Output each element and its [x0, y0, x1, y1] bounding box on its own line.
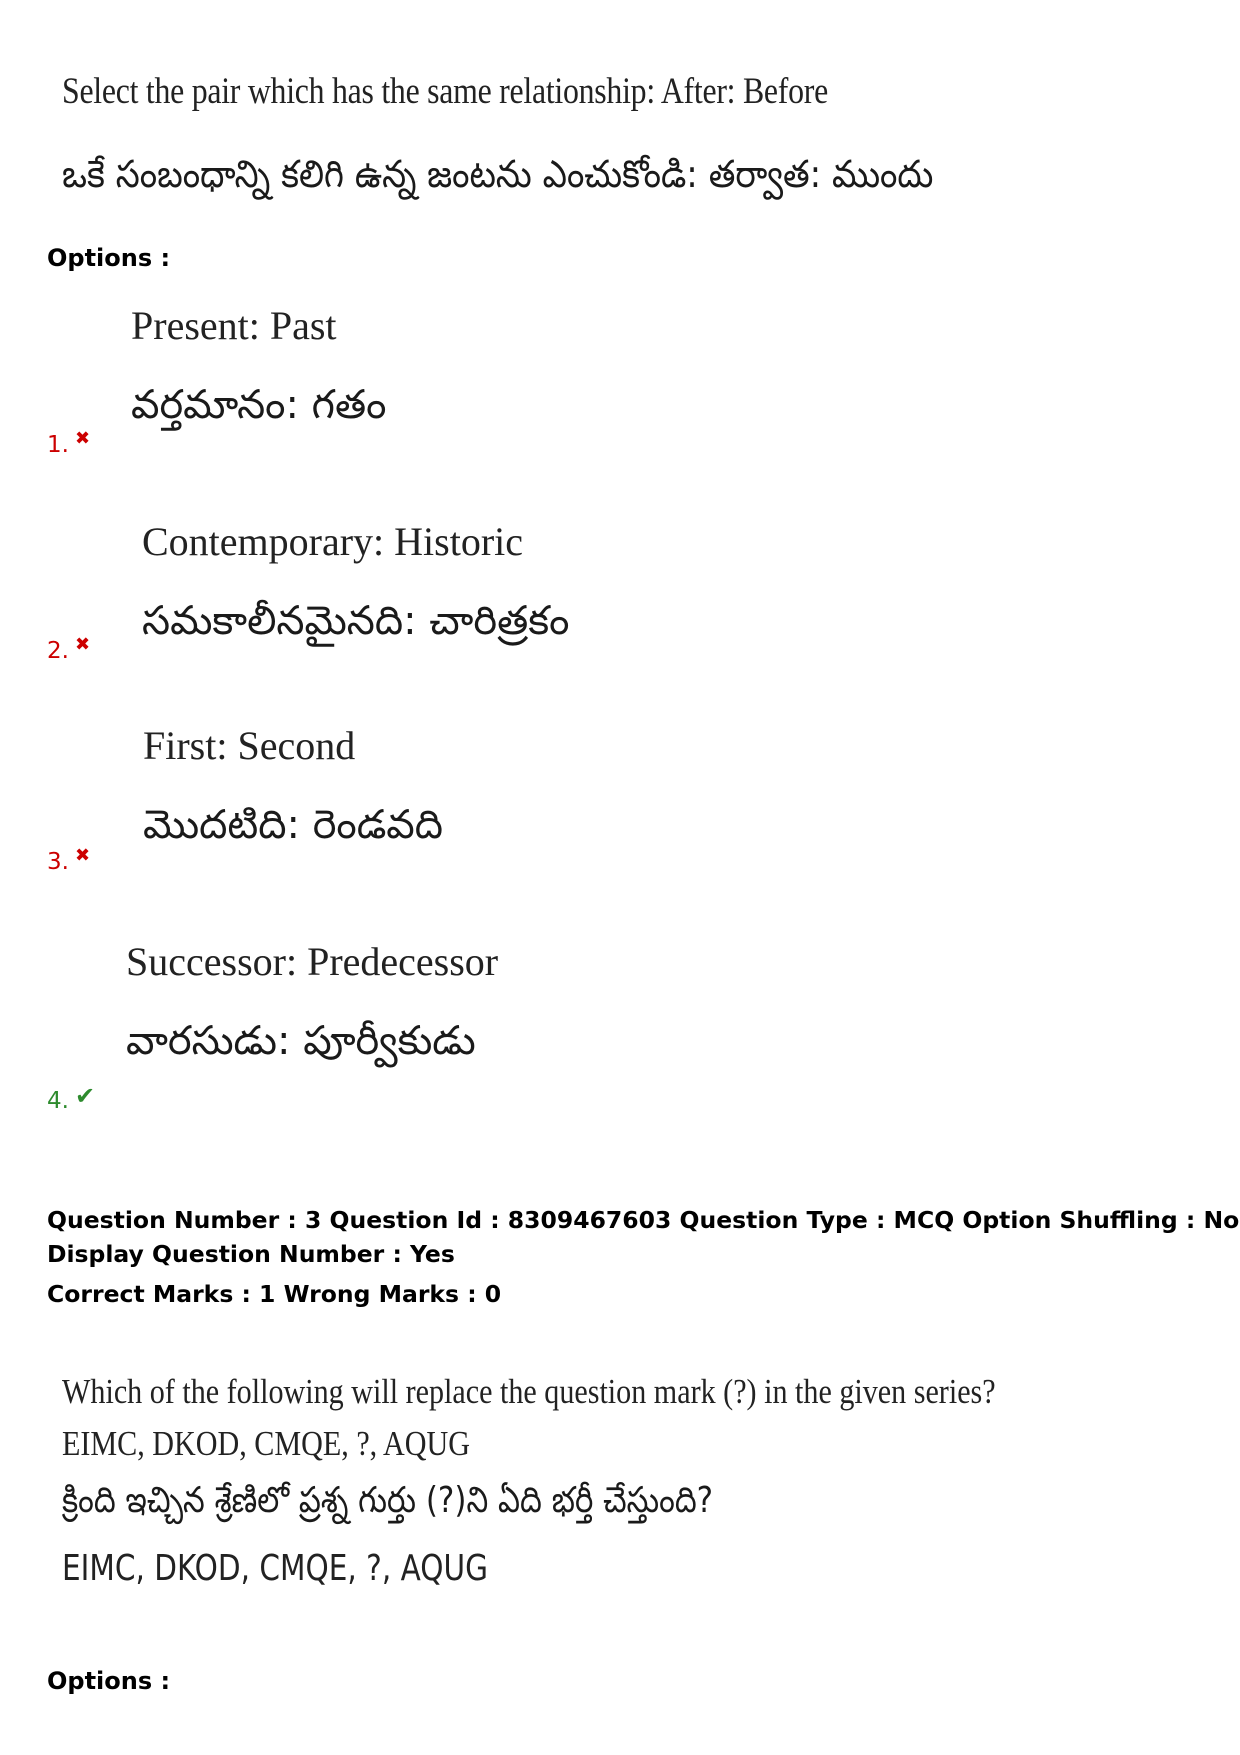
cross-icon: ✖ [74, 634, 91, 655]
options-label-q3: Options : [47, 1667, 171, 1695]
option-4-number: 4. [47, 1088, 69, 1114]
option-1-number: 1. [47, 432, 69, 458]
option-2-telugu: సమకాలీనమైనది: చారిత్రకం [142, 598, 570, 644]
cross-icon: ✖ [74, 428, 91, 449]
option-1-english: Present: Past [131, 303, 337, 348]
option-1-telugu: వర్తమానం: గతం [131, 382, 387, 428]
option-2-marker [47, 634, 91, 664]
question3-stem-english: Which of the following will replace the question mark (?) in the given series? [62, 1372, 996, 1411]
check-icon: ✔ [74, 1082, 96, 1110]
question-stem-telugu: ఒకే సంబంధాన్ని కలిగి ఉన్న జంటను ఎంచుకోండి: తర్వాత: ముందు [62, 152, 934, 196]
option-4-marker [47, 1082, 96, 1116]
option-2-number: 2. [47, 638, 69, 664]
option-3-number: 3. [47, 849, 69, 875]
option-4-telugu: వారసుడు: పూర్వీకుడు [126, 1018, 476, 1064]
question3-stem-telugu: క్రింది ఇచ్చిన శ్రేణిలో ప్రశ్న గుర్తు (?)ని ఏది భర్తీ చేస్తుంది? [62, 1480, 714, 1521]
question-stem-english: Select the pair which has the same relationship: After: Before [62, 71, 828, 112]
question-meta-line1: Question Number : 3 Question Id : 8309467603 Question Type : MCQ Option Shuffling : No [47, 1206, 1240, 1234]
question-marks: Correct Marks : 1 Wrong Marks : 0 [47, 1280, 502, 1308]
question3-series-telugu: EIMC, DKOD, CMQE, ?, AQUG [62, 1548, 488, 1589]
option-4-english: Successor: Predecessor [126, 939, 499, 984]
question3-series-english: EIMC, DKOD, CMQE, ?, AQUG [62, 1424, 471, 1463]
option-3-telugu: మొదటిది: రెండవది [143, 802, 443, 848]
question-meta-line2: Display Question Number : Yes [47, 1240, 455, 1268]
cross-icon: ✖ [74, 845, 91, 866]
options-label: Options : [47, 244, 171, 272]
option-2-english: Contemporary: Historic [142, 519, 524, 564]
option-3-english: First: Second [143, 723, 356, 768]
option-1-marker [47, 428, 91, 458]
option-3-marker [47, 845, 91, 875]
